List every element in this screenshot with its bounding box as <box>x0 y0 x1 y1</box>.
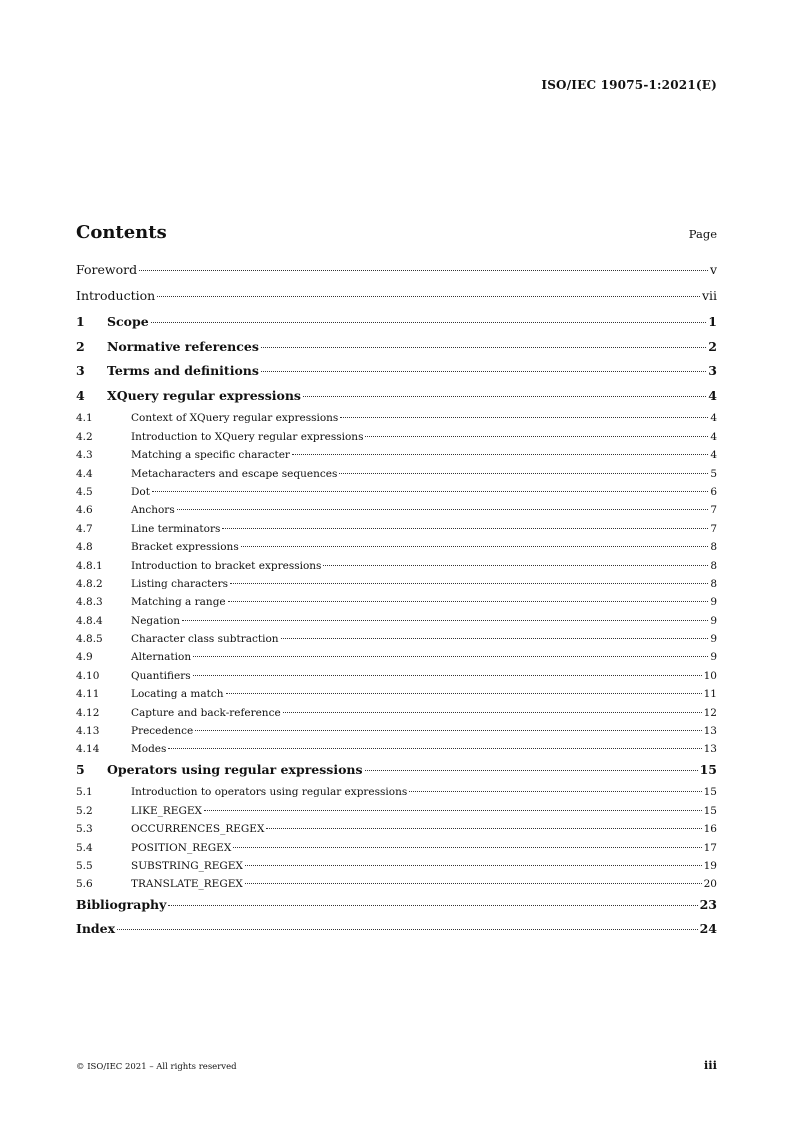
toc-entry-number: 4 <box>76 387 85 403</box>
contents-header <box>76 222 717 243</box>
page-column-label: Page <box>688 227 717 241</box>
toc-entry-title: Dot <box>131 485 150 498</box>
toc-entry-title: Matching a range <box>131 596 226 609</box>
toc-entry-number: 4.1 <box>76 412 93 425</box>
toc-entry-title: Index <box>76 921 116 937</box>
dot-leader <box>226 693 702 694</box>
toc-entry-title: XQuery regular expressions <box>107 387 301 403</box>
dot-leader <box>340 417 708 418</box>
toc-entry[interactable] <box>76 786 717 804</box>
toc-entry-page: 13 <box>703 725 717 738</box>
toc-entry-title: Capture and back-reference <box>131 706 281 719</box>
toc-entry[interactable] <box>76 921 717 946</box>
dot-leader <box>152 491 708 492</box>
toc-entry-number: 5.6 <box>76 878 93 891</box>
toc-entry-page: 20 <box>703 878 717 891</box>
toc-entry-title: Precedence <box>131 725 194 738</box>
toc-entry-number: 5.1 <box>76 786 93 799</box>
toc-entry-title: Matching a specific character <box>131 449 290 462</box>
dot-leader <box>365 436 708 437</box>
toc-entry[interactable] <box>76 725 717 743</box>
toc-entry-title: Operators using regular expressions <box>107 761 363 777</box>
toc-entry[interactable] <box>76 633 717 651</box>
dot-leader <box>283 712 702 713</box>
dot-leader <box>261 347 706 348</box>
toc-entry[interactable] <box>76 412 717 430</box>
toc-entry-number: 4.12 <box>76 706 100 719</box>
toc-entry-title: Introduction to operators using regular expressions <box>131 786 408 799</box>
toc-entry[interactable] <box>76 560 717 578</box>
dot-leader <box>228 601 709 602</box>
dot-leader <box>281 638 709 639</box>
dot-leader <box>339 473 708 474</box>
toc-entry[interactable] <box>76 707 717 725</box>
dot-leader <box>409 791 701 792</box>
toc-entry-number: 4.2 <box>76 430 93 443</box>
toc-entry-page: 19 <box>703 859 717 872</box>
page-footer <box>76 1058 717 1072</box>
toc-entry[interactable] <box>76 743 717 761</box>
toc-entry[interactable] <box>76 449 717 467</box>
toc-entry-number: 4.8.2 <box>76 577 103 590</box>
toc-entry-page: 17 <box>703 841 717 854</box>
dot-leader <box>323 565 708 566</box>
toc-entry-number: 4.8.3 <box>76 596 103 609</box>
toc-entry[interactable] <box>76 651 717 669</box>
toc-entry-number: 4.8.1 <box>76 559 103 572</box>
toc-entry-title: Modes <box>131 743 167 756</box>
contents-title: Contents <box>76 222 167 243</box>
dot-leader <box>245 865 702 866</box>
toc-entry[interactable] <box>76 262 717 288</box>
toc-entry-number: 5 <box>76 761 85 777</box>
toc-entry-title: Introduction to bracket expressions <box>131 559 322 572</box>
toc-entry-page: 4 <box>710 449 717 462</box>
toc-entry[interactable] <box>76 541 717 559</box>
toc-entry[interactable] <box>76 288 717 314</box>
dot-leader <box>195 730 701 731</box>
toc-entry-page: vii <box>701 288 717 303</box>
dot-leader <box>157 296 700 297</box>
dot-leader <box>168 748 701 749</box>
toc-entry-page: 4 <box>710 430 717 443</box>
toc-entry-title: Locating a match <box>131 688 224 701</box>
toc-entry[interactable] <box>76 842 717 860</box>
toc-entry[interactable] <box>76 504 717 522</box>
toc-entry[interactable] <box>76 596 717 614</box>
toc-entry-page: 3 <box>708 363 717 379</box>
page-number: iii <box>703 1058 717 1072</box>
toc-entry[interactable] <box>76 578 717 596</box>
dot-leader <box>177 509 709 510</box>
toc-entry-page: 9 <box>710 633 717 646</box>
toc-entry-page: 8 <box>710 559 717 572</box>
toc-entry-number: 4.11 <box>76 688 100 701</box>
toc-entry[interactable] <box>76 486 717 504</box>
dot-leader <box>303 396 706 397</box>
toc-entry-title: Foreword <box>76 262 138 277</box>
toc-entry-page: 12 <box>703 706 717 719</box>
dot-leader <box>193 656 708 657</box>
toc-entry-number: 5.5 <box>76 859 93 872</box>
toc-entry-title: Quantifiers <box>131 669 191 682</box>
toc-entry[interactable] <box>76 363 717 388</box>
toc-entry[interactable] <box>76 805 717 823</box>
copyright-notice: © ISO/IEC 2021 – All rights reserved <box>76 1062 237 1072</box>
dot-leader <box>241 546 709 547</box>
toc-entry-page: 7 <box>710 504 717 517</box>
toc-entry-page: 9 <box>710 651 717 664</box>
toc-entry-page: 6 <box>710 485 717 498</box>
toc-entry-number: 3 <box>76 363 85 379</box>
toc-entry-number: 4.6 <box>76 504 93 517</box>
toc-entry-number: 4.8 <box>76 541 93 554</box>
toc-entry[interactable] <box>76 762 717 787</box>
toc-entry-page: 4 <box>708 387 717 403</box>
toc-entry-page: 1 <box>708 314 717 329</box>
toc-entry[interactable] <box>76 339 717 364</box>
toc-entry-title: Introduction to XQuery regular expressions <box>131 430 364 443</box>
dot-leader <box>365 770 698 771</box>
dot-leader <box>222 528 708 529</box>
toc-entry-title: Negation <box>131 614 181 627</box>
dot-leader <box>292 454 708 455</box>
toc-entry-page: 8 <box>710 577 717 590</box>
toc-entry-title: Terms and definitions <box>107 363 259 379</box>
dot-leader <box>233 847 701 848</box>
toc-entry[interactable] <box>76 860 717 878</box>
toc-entry-title: Anchors <box>131 504 175 517</box>
toc-entry-page: 5 <box>710 467 717 480</box>
toc-entry[interactable] <box>76 431 717 449</box>
toc-entry-number: 2 <box>76 338 85 354</box>
toc-entry-number: 4.5 <box>76 485 93 498</box>
toc-entry-number: 4.10 <box>76 669 100 682</box>
toc-entry[interactable] <box>76 468 717 486</box>
toc-entry-page: 9 <box>710 596 717 609</box>
toc-entry-page: 15 <box>703 786 717 799</box>
toc-entry-title: Introduction <box>76 288 156 303</box>
dot-leader <box>230 583 708 584</box>
toc-entry[interactable] <box>76 878 717 896</box>
toc-entry-page: 9 <box>710 614 717 627</box>
toc-entry-title: Metacharacters and escape sequences <box>131 467 338 480</box>
toc-entry-page: 15 <box>703 804 717 817</box>
toc-entry-number: 5.2 <box>76 804 93 817</box>
toc-entry-page: 23 <box>699 896 717 912</box>
toc-entry-number: 4.4 <box>76 467 93 480</box>
toc-entry[interactable] <box>76 615 717 633</box>
toc-entry-number: 5.3 <box>76 823 93 836</box>
toc-entry-page: 2 <box>708 338 717 354</box>
toc-entry-title: Normative references <box>107 338 259 354</box>
toc-entry-page: 11 <box>703 688 717 701</box>
toc-entry-number: 4.8.5 <box>76 633 103 646</box>
toc-entry-title: Context of XQuery regular expressions <box>131 412 339 425</box>
dot-leader <box>139 270 708 271</box>
toc-entry-page: 13 <box>703 743 717 756</box>
dot-leader <box>193 675 702 676</box>
dot-leader <box>151 322 707 323</box>
toc-entry-title: Bracket expressions <box>131 541 239 554</box>
dot-leader <box>168 905 697 906</box>
dot-leader <box>204 810 702 811</box>
toc-entry-number: 4.7 <box>76 522 93 535</box>
dot-leader <box>245 883 702 884</box>
toc-entry-number: 4.13 <box>76 725 100 738</box>
toc-entry-title: Listing characters <box>131 577 229 590</box>
toc-entry-title: Alternation <box>131 651 192 664</box>
toc-entry-number: 1 <box>76 314 85 329</box>
toc-entry-title: Character class subtraction <box>131 633 279 646</box>
toc-entry-page: 15 <box>699 761 717 777</box>
toc-entry-number: 4.3 <box>76 449 93 462</box>
toc-entry-page: v <box>709 262 717 277</box>
toc-entry-title: Scope <box>107 314 149 329</box>
toc-entry-number: 4.8.4 <box>76 614 103 627</box>
document-id: ISO/IEC 19075-1:2021(E) <box>541 78 717 92</box>
toc-entry-page: 16 <box>703 823 717 836</box>
dot-leader <box>266 828 701 829</box>
toc-entry-page: 8 <box>710 541 717 554</box>
toc-entry-page: 7 <box>710 522 717 535</box>
toc-entry[interactable] <box>76 388 717 413</box>
toc-entry[interactable] <box>76 897 717 922</box>
toc-entry-number: 4.14 <box>76 743 100 756</box>
dot-leader <box>182 620 708 621</box>
toc-entry-page: 10 <box>703 669 717 682</box>
dot-leader <box>261 371 706 372</box>
toc-entry-page: 4 <box>710 412 717 425</box>
toc-entry-title: POSITION_REGEX <box>131 841 232 854</box>
toc-entry-page: 24 <box>699 921 717 937</box>
toc-entry[interactable] <box>76 670 717 688</box>
toc-entry-title: OCCURRENCES_REGEX <box>131 823 265 836</box>
toc-entry-title: TRANSLATE_REGEX <box>131 878 243 891</box>
toc-entry-title: LIKE_REGEX <box>131 804 202 817</box>
dot-leader <box>117 929 698 930</box>
toc-entry[interactable] <box>76 823 717 841</box>
toc-entry-number: 4.9 <box>76 651 93 664</box>
toc-entry[interactable] <box>76 523 717 541</box>
toc-entry-title: Line terminators <box>131 522 221 535</box>
toc-entry[interactable] <box>76 314 717 339</box>
toc-entry[interactable] <box>76 688 717 706</box>
toc-entry-title: SUBSTRING_REGEX <box>131 859 243 872</box>
toc-entry-number: 5.4 <box>76 841 93 854</box>
table-of-contents <box>76 262 717 946</box>
toc-entry-title: Bibliography <box>76 896 167 912</box>
